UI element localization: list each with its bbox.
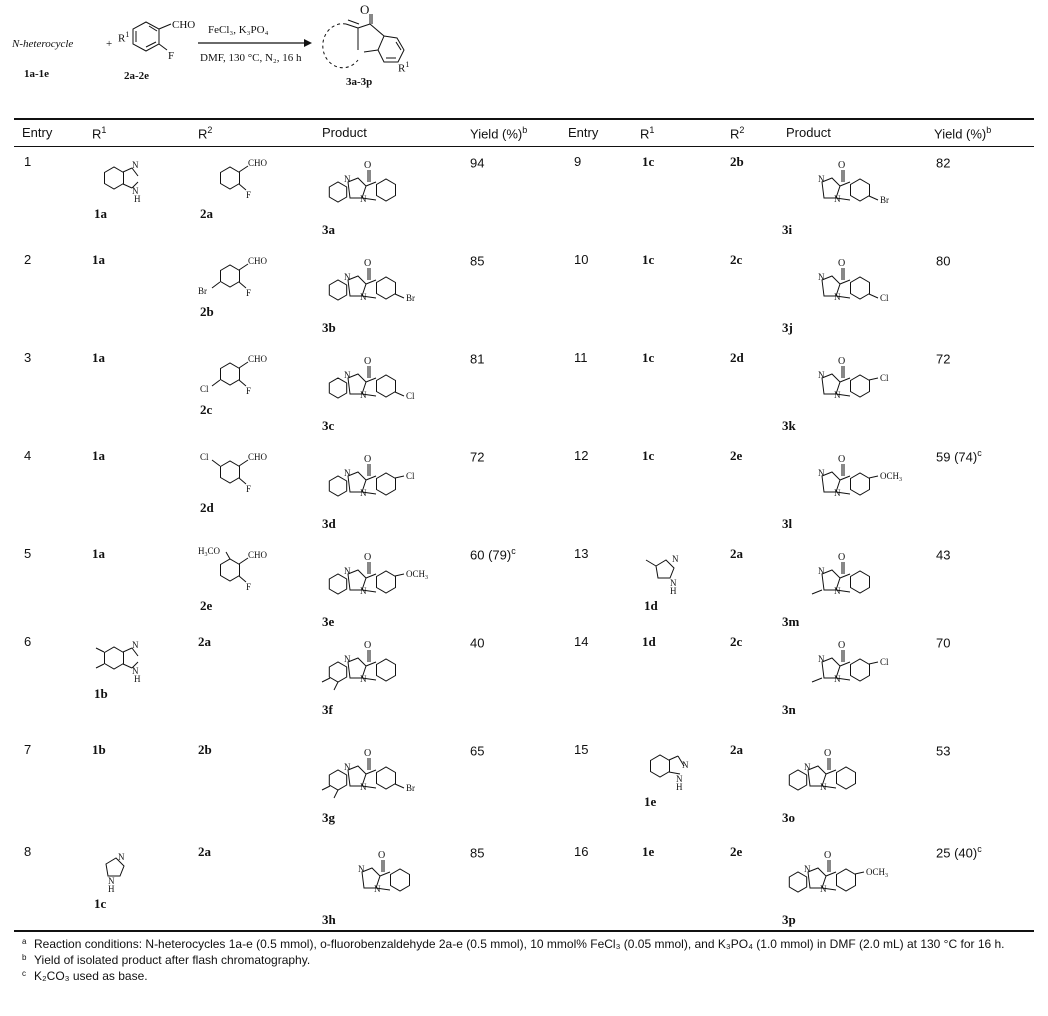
table-row (14, 350, 1034, 440)
table-header-rule (14, 146, 1034, 147)
table-top-rule (14, 118, 1034, 120)
header-entry-right: Entry (568, 125, 599, 140)
product-structure (780, 638, 910, 703)
atom-o: O (378, 850, 386, 861)
atom-och3: $OCH_3$ (880, 471, 903, 483)
atom-n: N (344, 654, 351, 664)
atom-cl: Cl (880, 657, 889, 667)
entry-number: 16 (574, 844, 589, 859)
r2-label: 2b (730, 154, 744, 169)
product-label: 3f (322, 702, 333, 717)
atom-n: N (834, 674, 841, 684)
header-r1: $R^1$ (92, 125, 107, 142)
atom-o: O (364, 552, 372, 563)
product-3m-structure (780, 550, 910, 610)
entry-number: 9 (574, 154, 582, 169)
r2-label: 2c (730, 252, 743, 267)
entry-number: 7 (24, 742, 32, 757)
r2-label: 2d (200, 500, 214, 515)
atom-o: O (364, 258, 372, 269)
product-label: 3h (322, 912, 336, 927)
footnote-c: c K₂CO₃ used as base. (22, 969, 148, 983)
atom-cl: Cl (200, 452, 209, 462)
product-label: 3m (782, 614, 800, 629)
atom-n: N (360, 292, 367, 302)
header-r1-right: $R^1$ (640, 125, 655, 142)
atom-n: N (834, 390, 841, 400)
plus-sign: + (106, 38, 113, 50)
r1-label: 1a (94, 206, 107, 221)
entry-number: 6 (24, 634, 32, 649)
table-row (14, 844, 1034, 934)
yield-value: 40 (470, 635, 485, 651)
heterocycle-methylimidazole-structure (642, 546, 712, 596)
yield-value: 72 (936, 351, 951, 367)
product-label: 3j (782, 320, 793, 335)
product-label: 3o (782, 810, 795, 825)
atom-n: N (374, 884, 381, 894)
atom-cl: Cl (880, 293, 889, 303)
header-yield: Yield (%)$^b$ (470, 125, 528, 142)
atom-n: N (834, 586, 841, 596)
reactant2-label: 2a-2e (124, 70, 150, 82)
yield-value: 60 $(79)^c$ (470, 546, 516, 563)
entry-number: 2 (24, 252, 32, 267)
header-yield-right: Yield (%)$^b$ (934, 125, 992, 142)
product-label: 3c (322, 418, 335, 433)
atom-nh: N (676, 774, 683, 784)
atom-br: Br (406, 293, 415, 303)
atom-n: N (344, 174, 351, 184)
yield-value: 81 (470, 351, 485, 367)
product-label: 3k (782, 418, 796, 433)
atom-n: N (360, 586, 367, 596)
atom-n: N (360, 194, 367, 204)
entry-number: 13 (574, 546, 589, 561)
product-label: 3l (782, 516, 793, 531)
atom-n: N (818, 654, 825, 664)
reactant2-r: $R^1$ (118, 30, 130, 45)
yield-value: 65 (470, 743, 485, 759)
product-label: 3g (322, 810, 335, 825)
atom-n: N (360, 782, 367, 792)
atom-n: N (820, 884, 827, 894)
atom-n: N (834, 488, 841, 498)
r2-label: 2b (198, 742, 212, 757)
atom-o: O (364, 640, 372, 651)
entry-number: 1 (24, 154, 32, 169)
entry-number: 15 (574, 742, 589, 757)
product-label: 3n (782, 702, 796, 717)
atom-n: N (360, 674, 367, 684)
atom-n: N (818, 468, 825, 478)
atom-o: O (838, 258, 846, 269)
product-3k-structure (780, 354, 910, 414)
table-row (14, 252, 1034, 342)
atom-n: N (682, 760, 689, 770)
product-label: 3a (322, 222, 335, 237)
atom-br: Br (198, 286, 207, 296)
r2-label: 2a (198, 844, 211, 859)
atom-o: O (364, 160, 372, 171)
yield-value: 85 (470, 845, 485, 861)
atom-h: H (670, 586, 677, 596)
atom-h: H (676, 782, 683, 792)
r2-label: 2e (730, 448, 743, 463)
atom-cho: CHO (248, 256, 268, 266)
yield-value: 25 $(40)^c$ (936, 844, 982, 861)
atom-cho: CHO (248, 452, 268, 462)
conditions-bottom: DMF, 130 °C, N₂, 16 h (200, 52, 302, 64)
product-r: $R^1$ (398, 60, 410, 75)
product-oxygen: O (360, 2, 370, 17)
atom-n: N (818, 370, 825, 380)
atom-cl: Cl (880, 373, 889, 383)
product-3n-structure (780, 638, 910, 698)
reaction-arrow (198, 38, 312, 48)
atom-n: N (804, 762, 811, 772)
yield-value: 82 (936, 155, 951, 171)
yield-value: 70 (936, 635, 951, 651)
header-r2-right: $R^2$ (730, 125, 745, 142)
atom-n: N (344, 370, 351, 380)
r2-label: 2d (730, 350, 744, 365)
atom-cho: CHO (248, 158, 268, 168)
atom-n: N (118, 852, 125, 862)
r2-label: 2a (198, 634, 211, 649)
atom-nh: N (132, 666, 139, 676)
product-label: 3b (322, 320, 336, 335)
entry-number: 11 (574, 350, 588, 365)
r2-label: 2b (200, 304, 214, 319)
atom-br: Br (406, 783, 415, 793)
product-structure (780, 158, 910, 223)
header-product-right: Product (786, 125, 831, 140)
atom-n: N (132, 640, 139, 650)
entry-number: 12 (574, 448, 589, 463)
atom-n: N (804, 864, 811, 874)
atom-n: N (344, 566, 351, 576)
entry-number: 4 (24, 448, 32, 463)
atom-o: O (838, 640, 846, 651)
atom-nh: N (670, 578, 677, 588)
atom-n: N (818, 174, 825, 184)
yield-value: 53 (936, 743, 951, 759)
product-3i-structure (780, 158, 910, 218)
r2-label: 2a (200, 206, 213, 221)
atom-n: N (818, 566, 825, 576)
atom-h3co: $H_3CO$ (198, 546, 221, 558)
atom-f: F (246, 484, 252, 494)
atom-h: H (134, 194, 141, 204)
reactant1-label: 1a-1e (24, 68, 50, 80)
yield-value: 43 (936, 547, 951, 563)
atom-cl: Cl (406, 471, 415, 481)
r1-label: 1c (642, 154, 655, 169)
atom-n: N (360, 488, 367, 498)
yield-value: 85 (470, 253, 485, 269)
product-label: 3a-3p (346, 76, 373, 88)
r2-label: 2c (200, 402, 213, 417)
atom-cl: Cl (406, 391, 415, 401)
atom-o: O (838, 160, 846, 171)
atom-cho: CHO (248, 550, 268, 560)
atom-nh: N (108, 876, 115, 886)
table-row (14, 546, 1034, 636)
table-row (14, 448, 1034, 538)
product-label: 3e (322, 614, 335, 629)
r1-structure (642, 546, 712, 601)
r1-label: 1d (644, 598, 658, 613)
footnote-b: b Yield of isolated product after flash chromatography. (22, 953, 311, 967)
r2-label: 2e (200, 598, 213, 613)
yield-value: 94 (470, 155, 485, 171)
entry-number: 5 (24, 546, 32, 561)
conditions-top: FeCl₃, K₃PO₄ (208, 24, 269, 36)
r1-label: 1a (92, 546, 105, 561)
reactant2-f: F (168, 50, 175, 62)
r1-label: 1c (94, 896, 107, 911)
r1-label: 1b (94, 686, 108, 701)
entry-number: 14 (574, 634, 589, 649)
product-structure (780, 354, 910, 419)
atom-n: N (358, 864, 365, 874)
r1-label: 1a (92, 448, 105, 463)
r2-label: 2e (730, 844, 743, 859)
product-label: 3d (322, 516, 336, 531)
atom-o: O (838, 454, 846, 465)
table-row (14, 742, 1034, 832)
yield-value: 59 $(74)^c$ (936, 448, 982, 465)
atom-n: N (344, 762, 351, 772)
atom-o: O (364, 454, 372, 465)
atom-o: O (364, 748, 372, 759)
r1-label: 1e (642, 844, 655, 859)
product-3o-structure (780, 746, 910, 806)
entry-number: 10 (574, 252, 589, 267)
product-3j-structure (780, 256, 910, 316)
atom-n: N (672, 554, 679, 564)
product-label: 3p (782, 912, 796, 927)
atom-br: Br (880, 195, 889, 205)
atom-n: N (818, 272, 825, 282)
entry-number: 3 (24, 350, 32, 365)
reaction-scheme (0, 0, 1048, 112)
atom-o: O (824, 748, 832, 759)
r1-label: 1b (92, 742, 106, 757)
header-product: Product (322, 125, 367, 140)
r1-label: 1c (642, 350, 655, 365)
product-3l-structure (780, 452, 910, 512)
product-3p-structure (780, 848, 910, 908)
atom-o: O (838, 356, 846, 367)
r1-label: 1c (642, 448, 655, 463)
r1-label: 1d (642, 634, 656, 649)
entry-number: 8 (24, 844, 32, 859)
atom-n: N (834, 292, 841, 302)
r2-label: 2c (730, 634, 743, 649)
product-structure (780, 452, 910, 517)
atom-h: H (108, 884, 115, 894)
atom-och3: $OCH_3$ (406, 569, 429, 581)
atom-n: N (344, 468, 351, 478)
atom-o: O (364, 356, 372, 367)
reactant1-name: N-heterocycle (12, 38, 74, 50)
footnotes (14, 936, 1034, 984)
atom-cho: CHO (248, 354, 268, 364)
atom-f: F (246, 190, 252, 200)
header-r2: $R^2$ (198, 125, 213, 142)
reactant2-cho: CHO (172, 19, 196, 31)
atom-n: N (344, 272, 351, 282)
atom-h: H (134, 674, 141, 684)
atom-nh: N (132, 186, 139, 196)
yield-value: 80 (936, 253, 951, 269)
r2-label: 2a (730, 546, 743, 561)
product-structure (780, 256, 910, 321)
atom-n: N (360, 390, 367, 400)
header-entry: Entry (22, 125, 53, 140)
table-row (14, 154, 1034, 244)
r2-label: 2a (730, 742, 743, 757)
r1-label: 1c (642, 252, 655, 267)
product-structure (780, 550, 910, 615)
product-structure (780, 848, 910, 913)
product-label: 3i (782, 222, 793, 237)
atom-f: F (246, 288, 252, 298)
r1-structure (642, 742, 712, 797)
atom-n: N (820, 782, 827, 792)
heterocycle-indazole-structure (642, 742, 712, 792)
yield-value: 72 (470, 449, 485, 465)
r1-label: 1e (644, 794, 657, 809)
atom-n: N (834, 194, 841, 204)
product-structure (780, 746, 910, 811)
atom-f: F (246, 386, 252, 396)
atom-och3: $OCH_3$ (866, 867, 889, 879)
atom-n: N (132, 160, 139, 170)
table-row (14, 634, 1034, 724)
atom-o: O (824, 850, 832, 861)
footnote-a: a Reaction conditions: N-heterocycles 1a-e (0.5 mmol), o-fluorobenzaldehyde 2a-e (0.5 mmol), 10 mmol% FeCl₃ (0.05 mmol), and K₃PO₄ (1.0 mmol) in DMF (2.0 mL) at 130 °C for 16 h. (22, 937, 1005, 951)
r1-label: 1a (92, 252, 105, 267)
r1-label: 1a (92, 350, 105, 365)
atom-o: O (838, 552, 846, 563)
atom-cl: Cl (200, 384, 209, 394)
atom-f: F (246, 582, 252, 592)
